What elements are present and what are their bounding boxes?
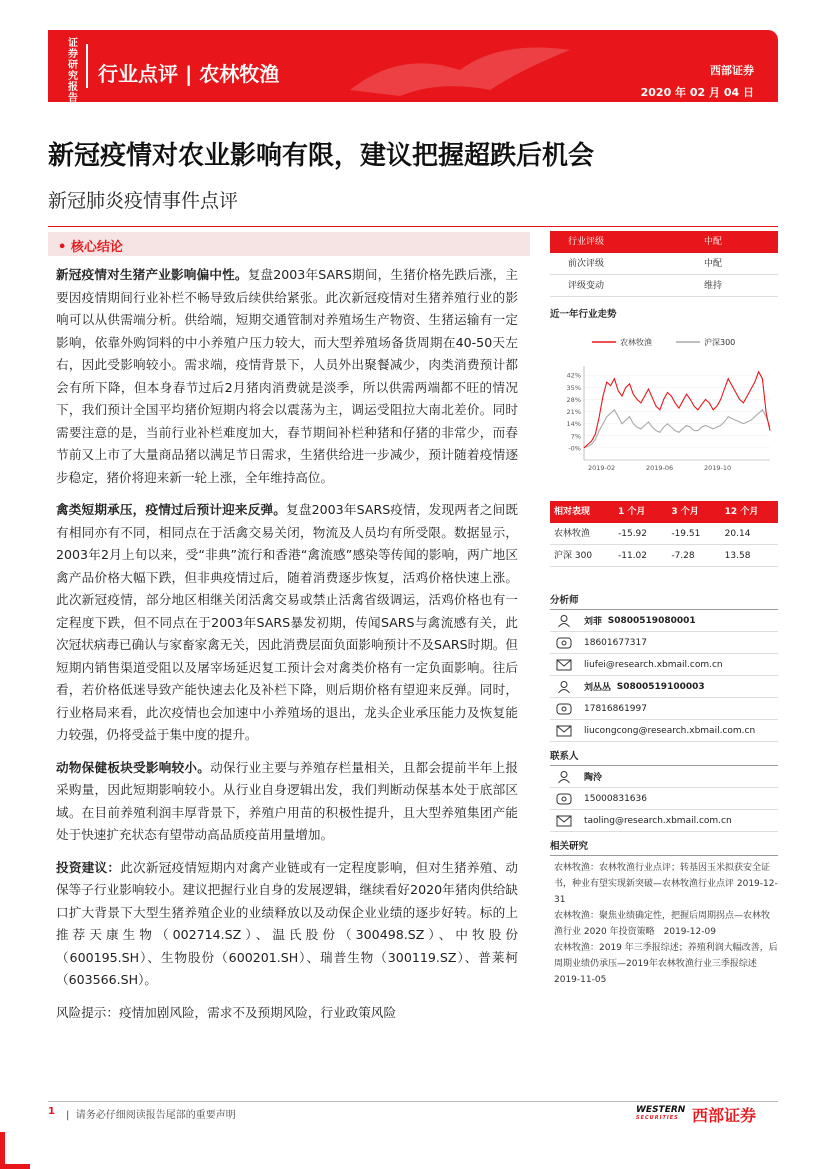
horse-watermark-icon [340,30,580,102]
series-line-agri [584,372,770,448]
title-divider [48,226,778,227]
table-row: 农林牧渔 -15.92 -19.51 20.14 [550,523,778,545]
paragraph-poultry: 禽类短期承压，疫情过后预计迎来反弹。复盘2003年SARS疫情，发现两者之间既有相同亦有不同，相同点在于活禽交易关闭，物流及人员均有所受限。数据显示，2003年2月上旬以来，受“非典”流行和香港“禽流感”感染等传闻的影响，两广地区禽产品价格大幅下跌，但非典疫情过后，随着消费逐步恢复，活鸡价格快速上涨。此次新冠疫情，部分地区相继关闭活禽交易或禁止活禽省级调运，活鸡价格也有一定程度下跌，但不同点在于2003年SARS暴发初期，传闻SARS与禽流感有关，此次冠状病毒已确认与家畜家禽无关，因此消费层面负面影响预计不及SARS时期。但短期内销售渠道受阻以及屠宰场延迟复工预计会对禽类价格有一定负面影响。往后看，若价格低迷导致产能快速去化及补栏下降，则后期价格有望迎来反弹。同时，行业格局来看，此次疫情也会加速中小养殖场的退出，龙头企业承压能力及恢复能力较强，仍将受益于集中度的提升。 [56,502,519,742]
footer-logo [636,1103,780,1125]
x-tick-label: 2019-06 [646,464,674,472]
table-row: 沪深 300 -11.02 -7.28 13.58 [550,545,778,567]
phone-icon [554,791,574,807]
series-line-hs300 [584,410,770,448]
y-tick-label: 7% [570,432,581,441]
phone-icon [554,701,574,717]
related-item[interactable]: 农林牧渔：农林牧渔行业点评；转基因玉米拟获安全证书，种业有望实现新突破—农林牧渔行业点评 2019-12-31 [554,863,778,905]
report-body [56,264,518,1034]
legend-label: 农林牧渔 [620,338,652,347]
brand-name: 西部证券 [710,64,754,77]
rating-row: 评级变动 维持 [550,275,778,297]
paragraph-animal-health: 动物保健板块受影响较小。动保行业主要与养殖存栏量相关，且都会提前半年上报采购量，因此短期影响较小。从行业自身逻辑出发，我们判断动保基本处于底部区域。在目前养殖利润丰厚背景下，养殖户用苗的积极性提升，且大型养殖集团产能处于快速扩充状态有望带动高品质疫苗用量增加。 [56,759,519,842]
person-icon [554,679,574,695]
y-tick-label: 14% [566,420,581,429]
performance-table [550,501,778,567]
analyst-section [550,592,778,988]
analyst-email-row: liufei@research.xbmail.com.cn [550,654,778,676]
related-item[interactable]: 农林牧渔：2019 年三季报综述；养殖利润大幅改善，后周期业绩仍承压—2019年农林牧渔行业三季报综述 2019-11-05 [554,943,778,985]
analyst-phone-row: 18601677317 [550,632,778,654]
related-heading: 相关研究 [550,838,778,856]
page-number: 1 [48,1106,55,1117]
related-item[interactable]: 农林牧渔：聚焦业绩确定性，把握后周期拐点—农林牧渔行业 2020 年投资策略 2019-12-09 [554,911,771,937]
report-type-label: 证券研究报告 [68,38,78,104]
contact-name-row: 陶泠 [550,766,778,788]
banner-title: 行业点评 | 农林牧渔 [98,62,280,86]
page-subtitle: 新冠肺炎疫情事件点评 [48,190,239,212]
analyst-heading: 分析师 [550,592,778,610]
report-date: 2020 年 02 月 04 日 [640,86,754,99]
footer-disclaimer: | 请务必仔细阅读报告尾部的重要声明 [66,1110,236,1121]
performance-header: 相对表现 1 个月 3 个月 12 个月 [550,501,778,523]
email-icon [554,657,574,673]
rating-table [550,231,778,297]
email-icon [554,813,574,829]
banner-divider [86,44,88,88]
contact-email-row: taoling@research.xbmail.com.cn [550,810,778,832]
x-tick-label: 2019-02 [588,464,616,472]
rating-row: 前次评级 中配 [550,253,778,275]
phone-icon [554,635,574,651]
core-conclusion-heading: • 核心结论 [48,232,530,256]
paragraph-pig: 新冠疫情对生猪产业影响偏中性。复盘2003年SARS期间，生猪价格先跌后涨，主要因疫情期间行业补栏不畅导致后续供给紧张。此次新冠疫情对生猪养殖行业的影响可以从供需端分析。供给端，短期交通管制对养殖场生产物资、生猪运输有一定影响，依靠外购饲料的中小养殖户压力较大，而大型养殖场备货周期在40-50天左右，因此受影响较小。需求端，疫情背景下，人员外出聚餐减少，肉类消费预计都会有所下降，但本身春节过后2月猪肉消费就是淡季，所以供需两端都不旺的情况下，我们预计全国平均猪价短期内将会以震荡为主，调运受阻拉大南北差价。同时需要注意的是，当前行业补栏难度加大，春节期间补栏种猪和仔猪的非常少，而春节前又上市了大量商品猪以满足节日需求，生猪供给进一步减少，预计随着疫情逐步稳定，猪价将迎来新一轮上涨，全年维持高位。 [56,267,519,485]
analyst-name-row: 刘丛丛 S0800519100003 [550,676,778,698]
analyst-name-row: 刘菲 S0800519080001 [550,610,778,632]
trend-chart [550,322,778,474]
contact-phone-row: 15000831636 [550,788,778,810]
analyst-phone-row: 17816861997 [550,698,778,720]
analyst-email-row: liucongcong@research.xbmail.com.cn [550,720,778,742]
chart-heading: 近一年行业走势 [550,309,617,320]
y-tick-label: 35% [566,383,581,392]
paragraph-investment: 投资建议：此次新冠疫情短期内对禽产业链或有一定程度影响，但对生猪养殖、动保等子行业影响较小。建议把握行业自身的发展逻辑，继续看好2020年猪肉供给缺口扩大背景下大型生猪养殖企业的业绩释放以及动保企业业绩的逐步好转。标的上推荐天康生物（002714.SZ）、温氏股份（300498.SZ）、中牧股份（600195.SH）、生物股份（600201.SH）、瑞普生物（300119.SZ）、普莱柯（603566.SH）。 [56,859,519,987]
page-title: 新冠疫情对农业影响有限，建议把握超跌后机会 [48,141,595,171]
corner-accent [0,1164,30,1169]
contact-heading: 联系人 [550,748,778,766]
person-icon [554,613,574,629]
email-icon [554,723,574,739]
x-tick-label: 2019-10 [704,464,732,472]
risk-warning: 风险提示：疫情加剧风险，需求不及预期风险，行业政策风险 [56,1004,397,1020]
y-tick-label: 28% [566,395,581,404]
legend-label: 沪深300 [704,338,736,347]
y-tick-label: 21% [566,408,581,417]
logo-chinese: 西部证券 [692,1106,757,1125]
person-icon [554,769,574,785]
footer-divider [48,1101,778,1102]
logo-english: WESTERN SECURITIES [636,1105,686,1121]
y-tick-label: -0% [568,444,581,453]
y-tick-label: 42% [566,371,581,380]
rating-row: 行业评级 中配 [550,231,778,253]
